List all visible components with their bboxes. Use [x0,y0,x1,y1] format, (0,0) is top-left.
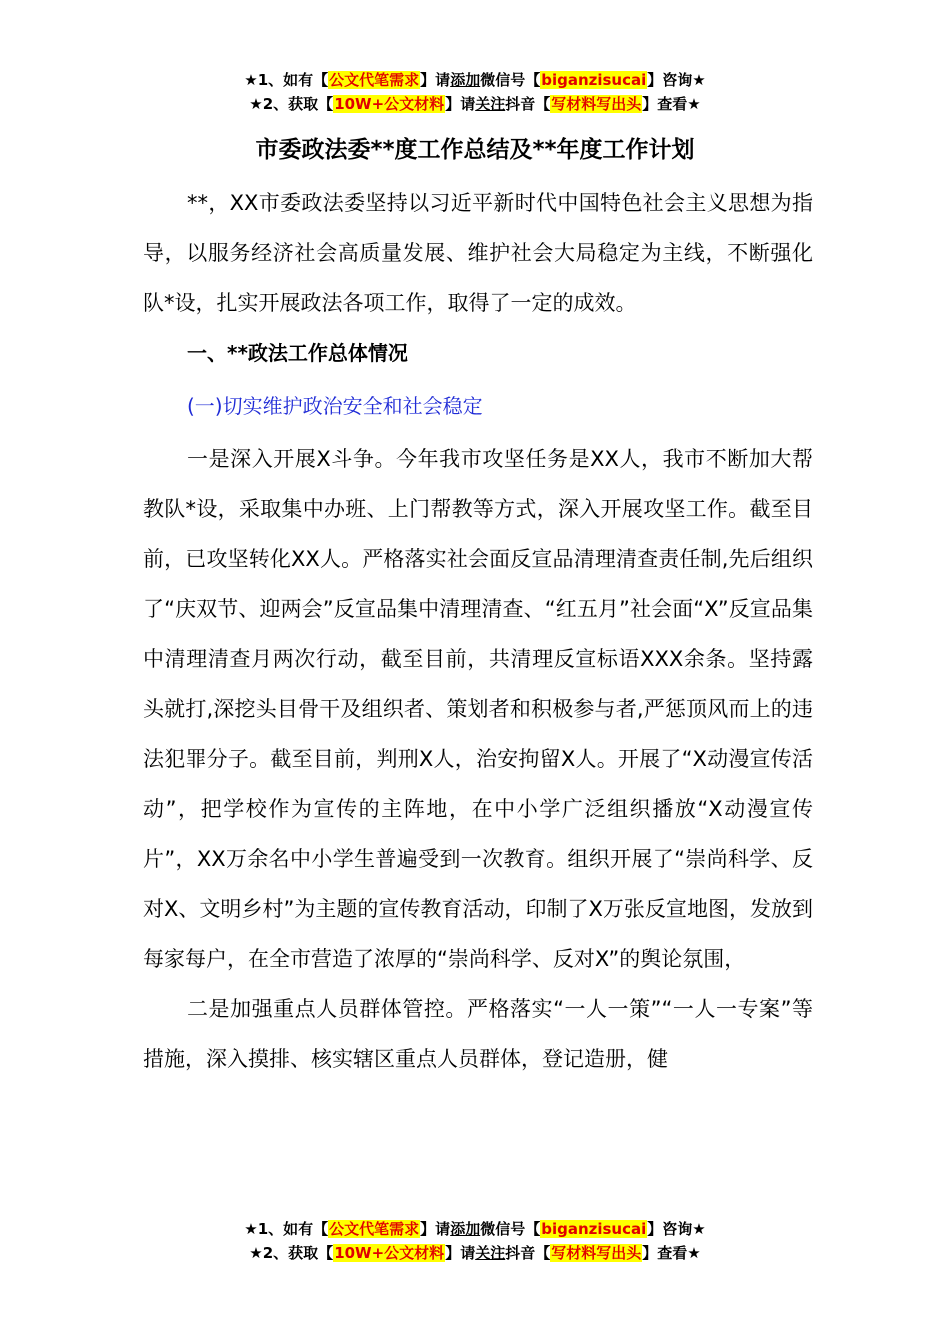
banner-underlined-text: 添加 [450,71,481,89]
banner-text: 微信号【 [480,71,541,89]
banner-text: 】查看★ [642,95,701,113]
banner-wechat-id: biganzisucai [541,71,647,89]
banner-highlight: 10W+公文材料 [334,1244,445,1262]
banner-text: ★1、如有【 [244,1220,329,1238]
banner-text: 抖音【 [505,1244,551,1262]
section-heading: 一、**政法工作总体情况 [187,341,408,365]
banner-text: 】请 [445,95,476,113]
banner-text: 】请 [420,71,451,89]
banner-wechat-id: biganzisucai [541,1220,647,1238]
banner-underlined-text: 关注 [475,95,506,113]
banner-text: 】咨询★ [647,1220,706,1238]
banner-text: 微信号【 [480,1220,541,1238]
intro-paragraph: **，XX市委政法委坚持以习近平新时代中国特色社会主义思想为指导，以服务经济社会高质量发展、维护社会大局稳定为主线，不断强化队*设，扎实开展政法各项工作，取得了一定的成效。 [143,191,813,315]
banner-text: ★1、如有【 [244,71,329,89]
subsection-heading: (一)切实维护政治安全和社会稳定 [187,394,483,418]
document-body [143,178,813,1084]
banner-highlight: 10W+公文材料 [334,95,445,113]
body-paragraph-2: 二是加强重点人员群体管控。严格落实“一人一策”“一人一专案”等措施，深入摸排、核实辖区重点人员群体，登记造册，健 [143,997,813,1071]
promo-banner-bottom [0,1217,950,1265]
banner-underlined-text: 关注 [475,1244,506,1262]
banner-douyin-name: 写材料写出头 [551,95,642,113]
banner-text: ★2、获取【 [249,95,334,113]
banner-text: 】查看★ [642,1244,701,1262]
banner-line-1 [0,1217,950,1241]
body-paragraph-1: 一是深入开展X斗争。今年我市攻坚任务是XX人，我市不断加大帮教队*设，采取集中办班、上门帮教等方式，深入开展攻坚工作。截至目前，已攻坚转化XX人。严格落实社会面反宣品清理清查责任制,先后组织了“庆双节、迎两会”反宣品集中清理清查、“红五月”社会面“X”反宣品集中清理清查月两次行动，截至目前，共清理反宣标语XXX余条。坚持露头就打,深挖头目骨干及组织者、策划者和积极参与者,严惩顶风而上的违法犯罪分子。截至目前，判刑X人，治安拘留X人。开展了“X动漫宣传活动”，把学校作为宣传的主阵地，在中小学广泛组织播放“X动漫宣传片”，XX万余名中小学生普遍受到一次教育。组织开展了“崇尚科学、反对X、文明乡村”为主题的宣传教育活动，印制了X万张反宣地图，发放到每家每户，在全市营造了浓厚的“崇尚科学、反对X”的舆论氛围， [143,447,813,971]
banner-highlight: 公文代笔需求 [329,1220,420,1238]
banner-highlight: 公文代笔需求 [329,71,420,89]
banner-text: 】咨询★ [647,71,706,89]
banner-text: ★2、获取【 [249,1244,334,1262]
banner-underlined-text: 添加 [450,1220,481,1238]
banner-text: 抖音【 [505,95,551,113]
banner-text: 】请 [420,1220,451,1238]
promo-banner-top [0,68,950,116]
banner-line-2 [0,92,950,116]
document-title: 市委政法委**度工作总结及**年度工作计划 [255,137,695,163]
banner-line-1 [0,68,950,92]
banner-text: 】请 [445,1244,476,1262]
banner-douyin-name: 写材料写出头 [551,1244,642,1262]
banner-line-2 [0,1241,950,1265]
